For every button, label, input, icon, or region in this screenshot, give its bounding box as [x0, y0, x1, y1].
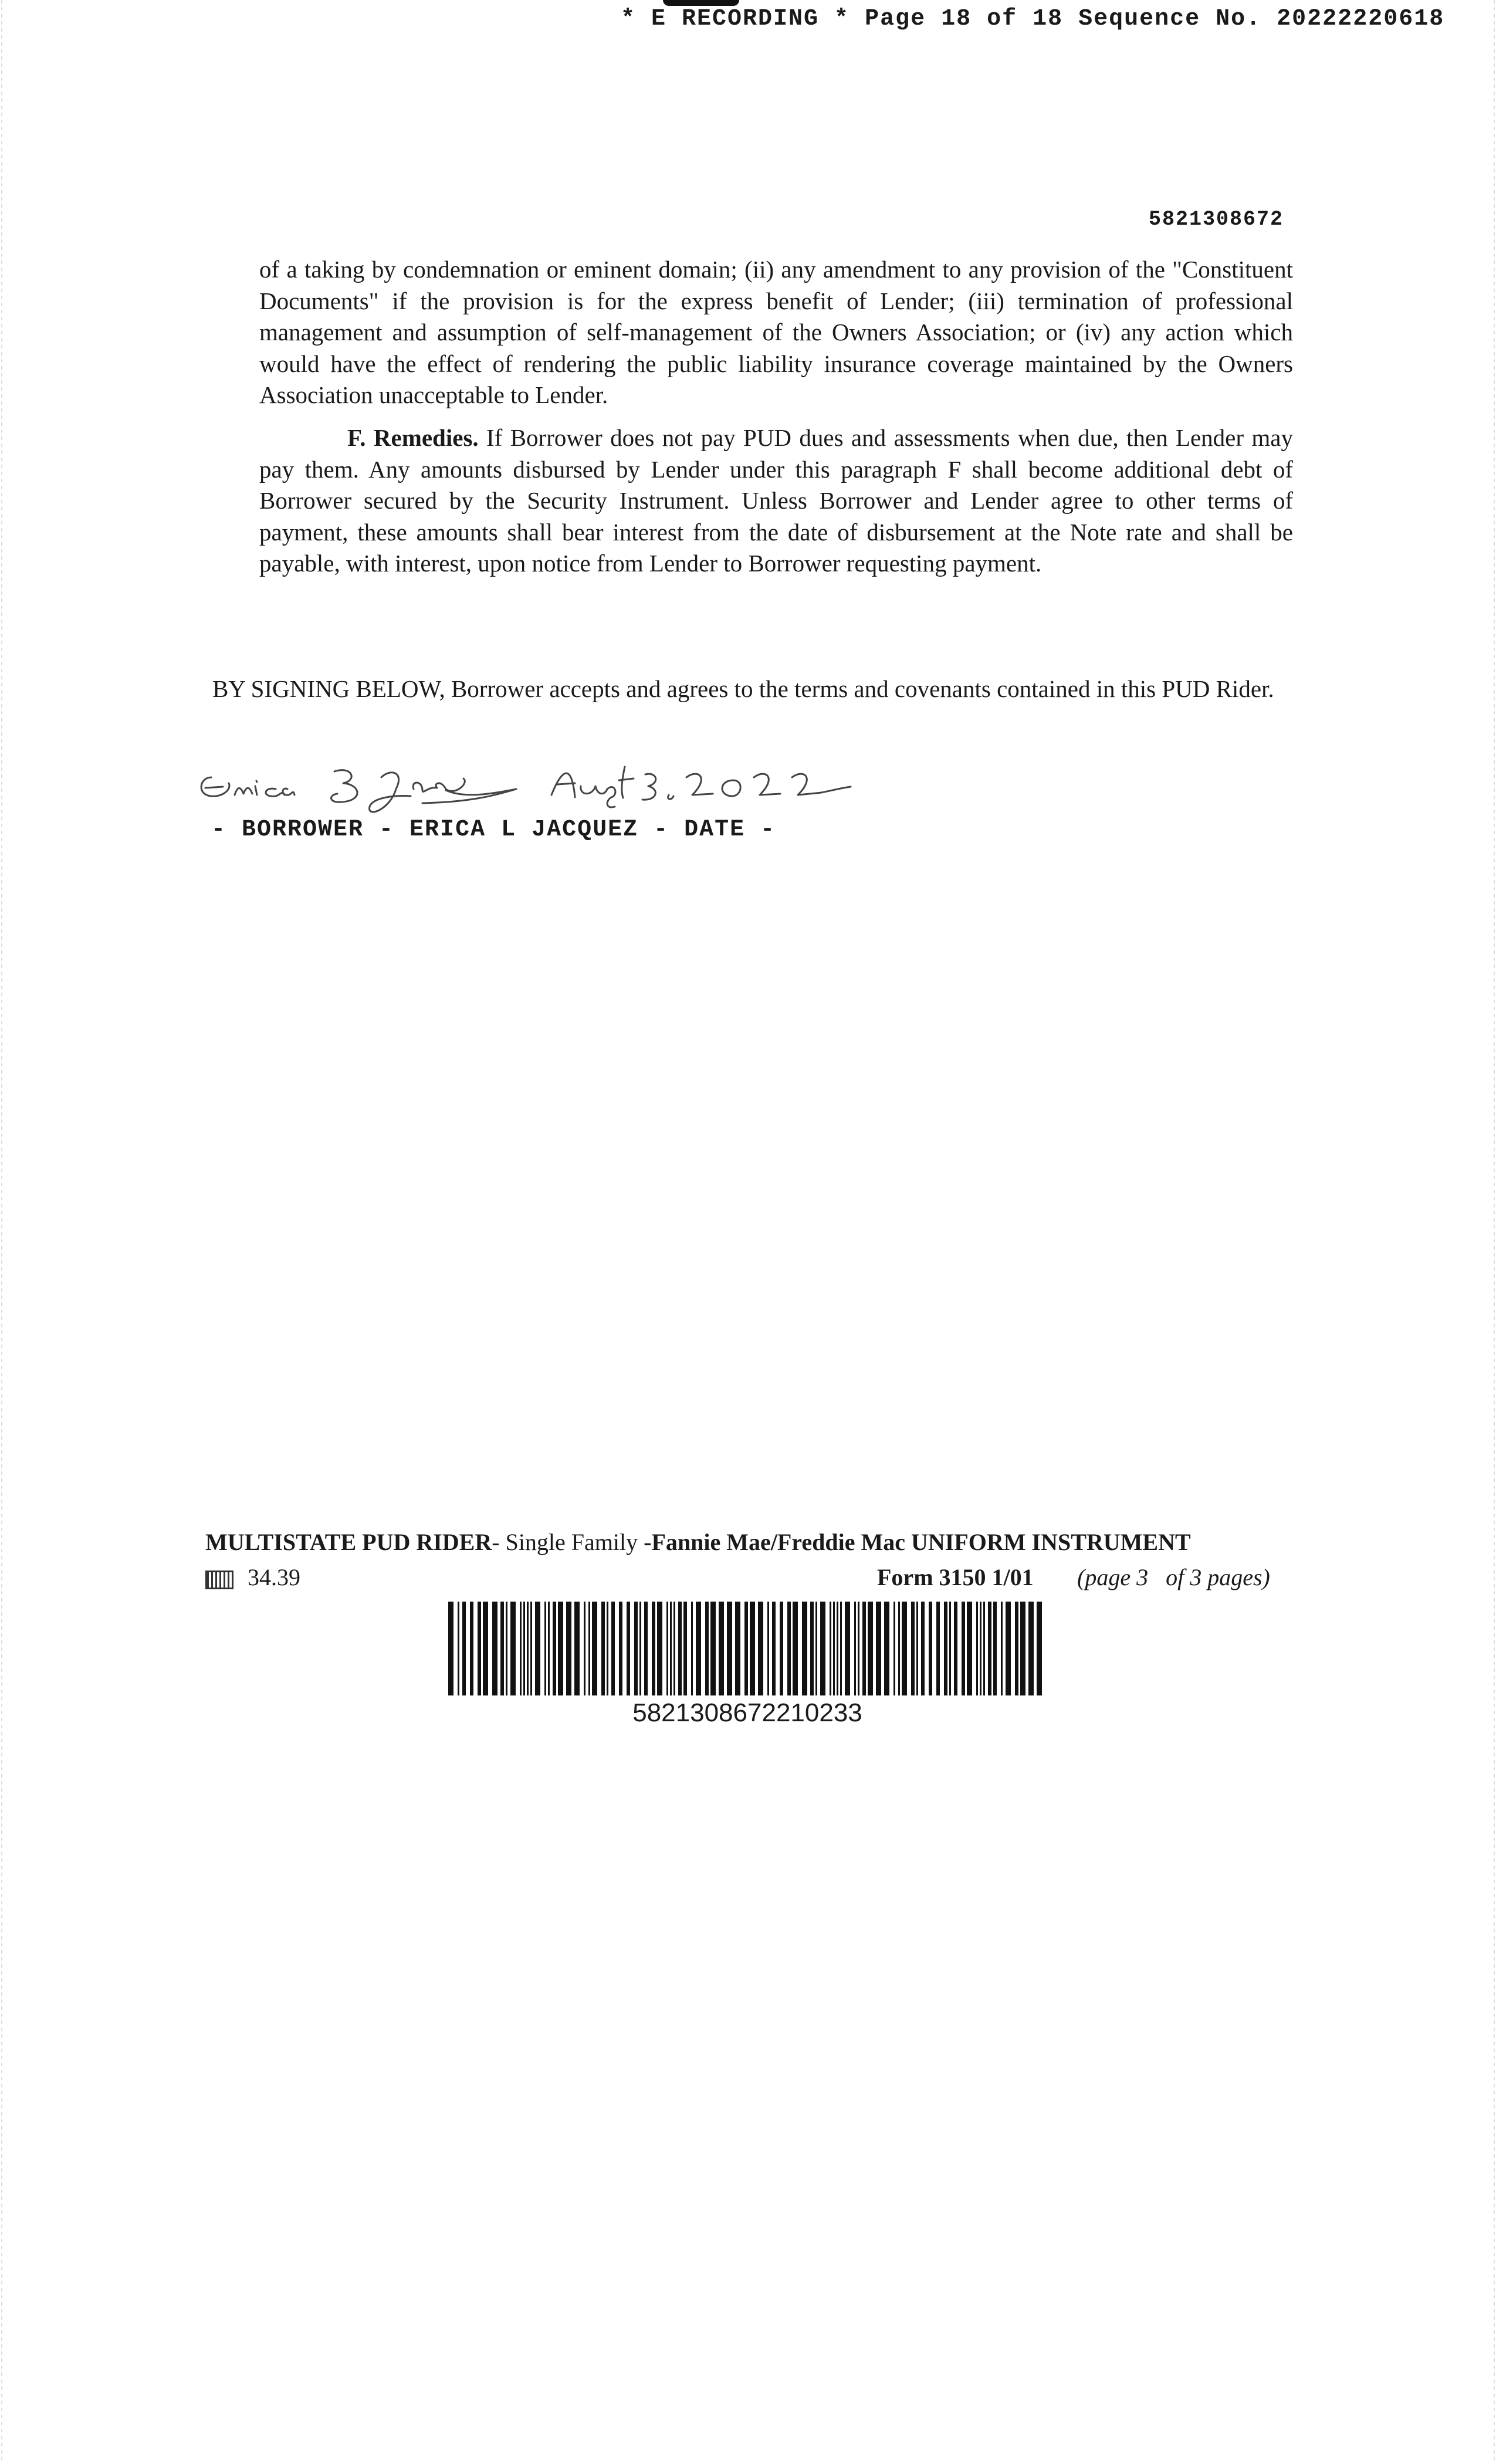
footer-form-code-row: [205, 1563, 300, 1591]
barcode-bar: [1006, 1602, 1011, 1695]
barcode-bar: [719, 1602, 724, 1695]
barcode-bar: [780, 1602, 783, 1695]
barcode-bar: [911, 1602, 915, 1695]
borrower-signature: [188, 754, 868, 824]
barcode-bar: [727, 1602, 732, 1695]
barcode-number: 5821308672210233: [632, 1698, 862, 1727]
signature-line-label: - BORROWER - ERICA L JACQUEZ - DATE -: [211, 817, 776, 843]
barcode-bar: [833, 1602, 835, 1695]
barcode-bar: [574, 1602, 580, 1695]
scan-edge-right: [1494, 0, 1495, 2464]
barcode-bar: [854, 1602, 856, 1695]
barcode-bar: [840, 1602, 842, 1695]
barcode-bar: [862, 1602, 866, 1695]
barcode-bar: [967, 1602, 972, 1695]
footer-title-bold-2: -Fannie Mae/Freddie Mac UNIFORM INSTRUMENT: [644, 1529, 1191, 1555]
footer-form-number: Form 3150 1/01: [877, 1564, 1034, 1590]
barcode-bar: [607, 1602, 608, 1695]
vendor-logo-icon: [205, 1571, 233, 1589]
barcode-bar: [530, 1602, 532, 1695]
barcode-bar: [944, 1602, 947, 1695]
barcode-bar: [588, 1602, 590, 1695]
barcode-bar: [627, 1602, 630, 1695]
barcode-bar: [898, 1602, 900, 1695]
document-barcode: [448, 1602, 1047, 1695]
barcode-bar: [691, 1602, 693, 1695]
barcode-bar: [750, 1602, 755, 1695]
remedies-heading: F. Remedies.: [347, 424, 479, 451]
barcode-bar: [678, 1602, 682, 1695]
barcode-bar: [584, 1602, 585, 1695]
barcode-bar: [523, 1602, 525, 1695]
barcode-bar: [448, 1602, 453, 1695]
acceptance-paragraph: BY SIGNING BELOW, Borrower accepts and agrees to the terms and covenants contained in this PUD Rider.: [212, 675, 1274, 702]
barcode-bar: [830, 1602, 831, 1695]
barcode-bar: [802, 1602, 807, 1695]
barcode-bar: [810, 1602, 814, 1695]
continued-paragraph: of a taking by condemnation or eminent domain; (ii) any amendment to any provision of the "Constituent Documents" if the provision is for the express benefit of Lender; (iii) termination of professional management and assumption of self-management of the Owners Association; or (iv) any action which would have the effect of rendering the public liability insurance coverage maintained by the Owners Association unacceptable to Lender.: [259, 256, 1293, 408]
barcode-bar: [976, 1602, 978, 1695]
barcode-bar: [1020, 1602, 1025, 1695]
barcode-bar: [527, 1602, 529, 1695]
barcode-bar: [639, 1602, 641, 1695]
barcode-bar: [683, 1602, 687, 1695]
barcode-bar: [458, 1602, 459, 1695]
barcode-bar: [868, 1602, 873, 1695]
barcode-bar: [980, 1602, 981, 1695]
scan-artifact: [663, 0, 739, 6]
barcode-bar: [492, 1602, 497, 1695]
barcode-bar: [670, 1602, 672, 1695]
barcode-bar: [988, 1602, 991, 1695]
barcode-bar: [902, 1602, 907, 1695]
barcode-bar: [1028, 1602, 1034, 1695]
barcode-bar: [652, 1602, 655, 1695]
barcode-bar: [478, 1602, 481, 1695]
barcode-bar: [993, 1602, 997, 1695]
barcode-bar: [520, 1602, 522, 1695]
barcode-bar: [954, 1602, 957, 1695]
barcode-bar: [845, 1602, 850, 1695]
barcode-bar: [657, 1602, 662, 1695]
barcode-bar: [916, 1602, 918, 1695]
barcode-bar: [462, 1602, 466, 1695]
footer-form-code: 34.39: [248, 1564, 300, 1590]
barcode-bar: [510, 1602, 516, 1695]
footer-title-mid: - Single Family: [492, 1529, 644, 1555]
barcode-bar: [619, 1602, 622, 1695]
footer-page-info: (page 3 of 3 pages): [1077, 1564, 1270, 1590]
barcode-bar: [535, 1602, 540, 1695]
barcode-bar: [566, 1602, 571, 1695]
barcode-bar: [666, 1602, 668, 1695]
barcode-bar: [837, 1602, 838, 1695]
barcode-bar: [793, 1602, 798, 1695]
remedies-text: If Borrower does not pay PUD dues and assessments when due, then Lender may pay them. Any amounts disbursed by Lender under this paragraph F shall become additional debt of Borrower secured by the Security Instrument. Unless Borrower and Lender agree to other terms of payment, these amounts shall bear interest from the date of disbursement at the Note rate and shall be payable, with interest, upon notice from Lender to Borrower requesting payment.: [259, 424, 1293, 577]
barcode-bar: [876, 1602, 881, 1695]
barcode-bar: [893, 1602, 895, 1695]
barcode-bar: [553, 1602, 556, 1695]
barcode-bar: [470, 1602, 473, 1695]
footer-form-title: [205, 1528, 1191, 1556]
barcode-bar: [696, 1602, 701, 1695]
barcode-bar: [744, 1602, 748, 1695]
barcode-bar: [1001, 1602, 1003, 1695]
loan-number: 5821308672: [1149, 208, 1284, 231]
barcode-bar: [705, 1602, 709, 1695]
barcode-bar: [936, 1602, 940, 1695]
barcode-bar: [483, 1602, 488, 1695]
barcode-bar: [601, 1602, 605, 1695]
recording-stamp: * E RECORDING * Page 18 of 18 Sequence No. 20222220618: [621, 6, 1445, 32]
barcode-bar: [558, 1602, 563, 1695]
barcode-bar: [787, 1602, 791, 1695]
barcode-bar: [929, 1602, 932, 1695]
barcode-bar: [592, 1602, 597, 1695]
barcode-bar: [735, 1602, 740, 1695]
barcode-bar: [772, 1602, 776, 1695]
barcode-bar: [858, 1602, 859, 1695]
barcode-bar: [1037, 1602, 1042, 1695]
barcode-bar: [962, 1602, 965, 1695]
barcode-bar: [767, 1602, 769, 1695]
barcode-bar: [820, 1602, 825, 1695]
scan-edge-left: [1, 0, 2, 2464]
barcode-bar: [548, 1602, 550, 1695]
barcode-bar: [710, 1602, 716, 1695]
barcode-bar: [544, 1602, 546, 1695]
barcode-bar: [500, 1602, 504, 1695]
barcode-bar: [815, 1602, 817, 1695]
barcode-bar: [983, 1602, 985, 1695]
barcode-bar: [634, 1602, 638, 1695]
barcode-bar: [1015, 1602, 1018, 1695]
barcode-bar: [884, 1602, 889, 1695]
barcode-bar: [611, 1602, 615, 1695]
footer-title-bold-1: MULTISTATE PUD RIDER: [205, 1529, 492, 1555]
barcode-bar: [506, 1602, 507, 1695]
barcode-bar: [921, 1602, 925, 1695]
barcode-bar: [758, 1602, 763, 1695]
remedies-paragraph: [259, 422, 1293, 580]
barcode-bar: [644, 1602, 648, 1695]
barcode-bar: [949, 1602, 951, 1695]
barcode-bar: [673, 1602, 675, 1695]
